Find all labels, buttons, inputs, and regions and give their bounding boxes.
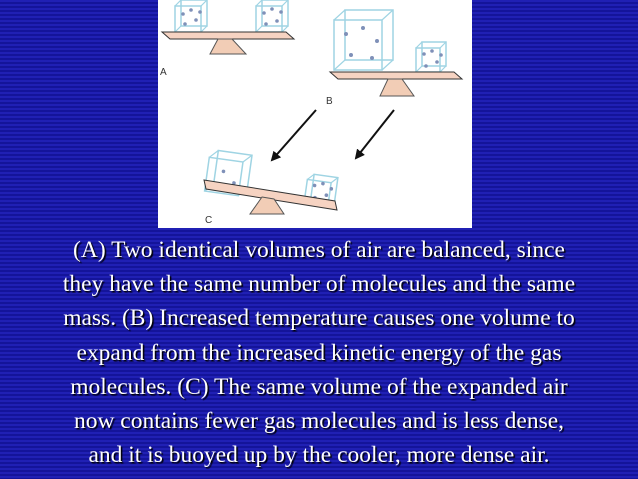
- panel-a-right-air-box: [256, 0, 288, 32]
- panel-b-small-air-box: [416, 42, 446, 72]
- caption-line-3: mass. (B) Increased temperature causes one volume to: [63, 305, 575, 332]
- panel-c: [204, 149, 338, 226]
- caption-line-5: molecules. (C) The same volume of the expanded air: [70, 373, 568, 400]
- panel-a-beam: [162, 32, 294, 39]
- caption-line-2: they have the same number of molecules and the same: [62, 271, 576, 298]
- balance-diagram: [158, 0, 472, 228]
- caption-line-4: expand from the increased kinetic energy of the gas: [76, 339, 562, 366]
- caption-line-6: now contains fewer gas molecules and is less dense,: [73, 408, 565, 435]
- arrow-a-to-c: [272, 110, 316, 160]
- figure-caption: [4, 233, 634, 472]
- panel-b-label: B: [326, 96, 333, 107]
- panel-c-label: C: [205, 215, 213, 226]
- panel-a-fulcrum: [210, 39, 246, 54]
- arrow-b-to-c: [356, 110, 394, 158]
- balance-diagram-graphic: [158, 0, 472, 228]
- panel-b-fulcrum: [380, 79, 414, 96]
- panel-a: [160, 0, 294, 78]
- panel-b-beam: [330, 72, 462, 79]
- panel-a-label: A: [160, 67, 167, 78]
- panel-b-expanded-air-box: [334, 10, 393, 70]
- panel-b: [326, 10, 462, 107]
- caption-line-1: (A) Two identical volumes of air are balanced, since: [73, 237, 565, 263]
- panel-a-left-air-box: [175, 0, 207, 32]
- caption-line-7: and it is buoyed up by the cooler, more dense air.: [88, 442, 550, 469]
